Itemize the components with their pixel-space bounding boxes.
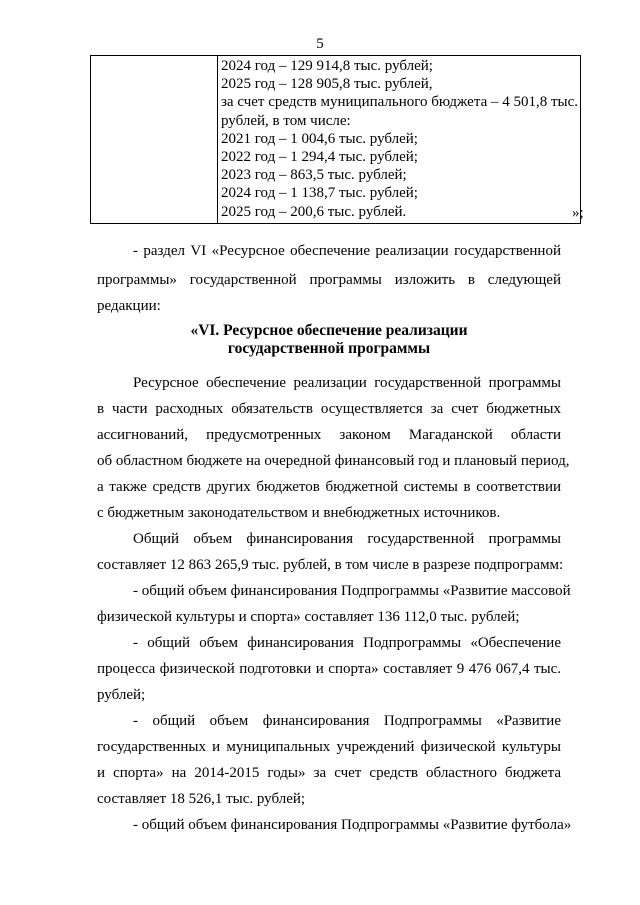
paragraph-line: ассигнований, предусмотренных законом Магаданской области (97, 427, 561, 443)
section-heading-line2: государственной программы (227, 340, 431, 357)
table-value-line: 2021 год – 1 004,6 тыс. рублей; (221, 130, 418, 147)
paragraph-line: Ресурсное обеспечение реализации государственной программы (133, 375, 561, 391)
intro-line: редакции: (97, 298, 161, 314)
paragraph-line: об областном бюджете на очередной финансовый год и плановый период, (97, 453, 570, 469)
paragraph-line: и спорта» на 2014-2015 годы» за счет средств областного бюджета (97, 765, 561, 781)
paragraph-line: составляет 18 526,1 тыс. рублей; (97, 791, 306, 807)
paragraph-line: - общий объем финансирования Подпрограммы «Развитие массовой (133, 583, 571, 599)
paragraph-line: рублей; (97, 687, 146, 703)
table-label-cell (91, 56, 218, 224)
paragraph-line: - общий объем финансирования Подпрограммы «Развитие (133, 713, 561, 729)
intro-line: - раздел VI «Ресурсное обеспечение реализации государственной (133, 243, 561, 259)
table-value-line: за счет средств муниципального бюджета – 4 501,8 тыс. (221, 94, 579, 111)
paragraph-line: Общий объем финансирования государственной программы (133, 531, 561, 547)
financing-table (90, 55, 581, 224)
table-value-line: 2023 год – 863,5 тыс. рублей; (221, 167, 407, 184)
page-number: 5 (316, 36, 324, 52)
paragraph-line: составляет 12 863 265,9 тыс. рублей, в том числе в разрезе подпрограмм: (97, 557, 564, 573)
paragraph-line: физической культуры и спорта» составляет 136 112,0 тыс. рублей; (97, 609, 520, 625)
table-value-line: 2025 год – 128 905,8 тыс. рублей, (221, 76, 433, 93)
intro-line: программы» государственной программы изложить в следующей (97, 272, 561, 288)
section-heading-line1: «VI. Ресурсное обеспечение реализации (190, 322, 468, 339)
paragraph-line: с бюджетным законодательством и внебюджетных источников. (97, 505, 501, 521)
table-value-line: рублей, в том числе: (221, 112, 351, 129)
table-row (91, 56, 581, 224)
table-value-line: 2025 год – 200,6 тыс. рублей. (221, 203, 407, 220)
paragraph-line: государственных и муниципальных учреждений физической культуры (97, 739, 561, 755)
table-closing-mark: »; (572, 205, 584, 221)
table-value-line: 2024 год – 1 138,7 тыс. рублей; (221, 185, 418, 202)
table-values-cell (218, 56, 581, 224)
paragraph-line: а также средств других бюджетов бюджетной системы в соответствии (97, 479, 561, 495)
table-value-line: 2022 год – 1 294,4 тыс. рублей; (221, 149, 418, 166)
table-value-line: 2024 год – 129 914,8 тыс. рублей; (221, 58, 433, 74)
paragraph-line: процесса физической подготовки и спорта» составляет 9 476 067,4 тыс. (97, 661, 561, 677)
paragraph-line: - общий объем финансирования Подпрограммы «Обеспечение (133, 635, 561, 651)
paragraph-line: в части расходных обязательств осуществляется за счет бюджетных (97, 401, 561, 417)
paragraph-line: - общий объем финансирования Подпрограммы «Развитие футбола» (133, 817, 572, 833)
